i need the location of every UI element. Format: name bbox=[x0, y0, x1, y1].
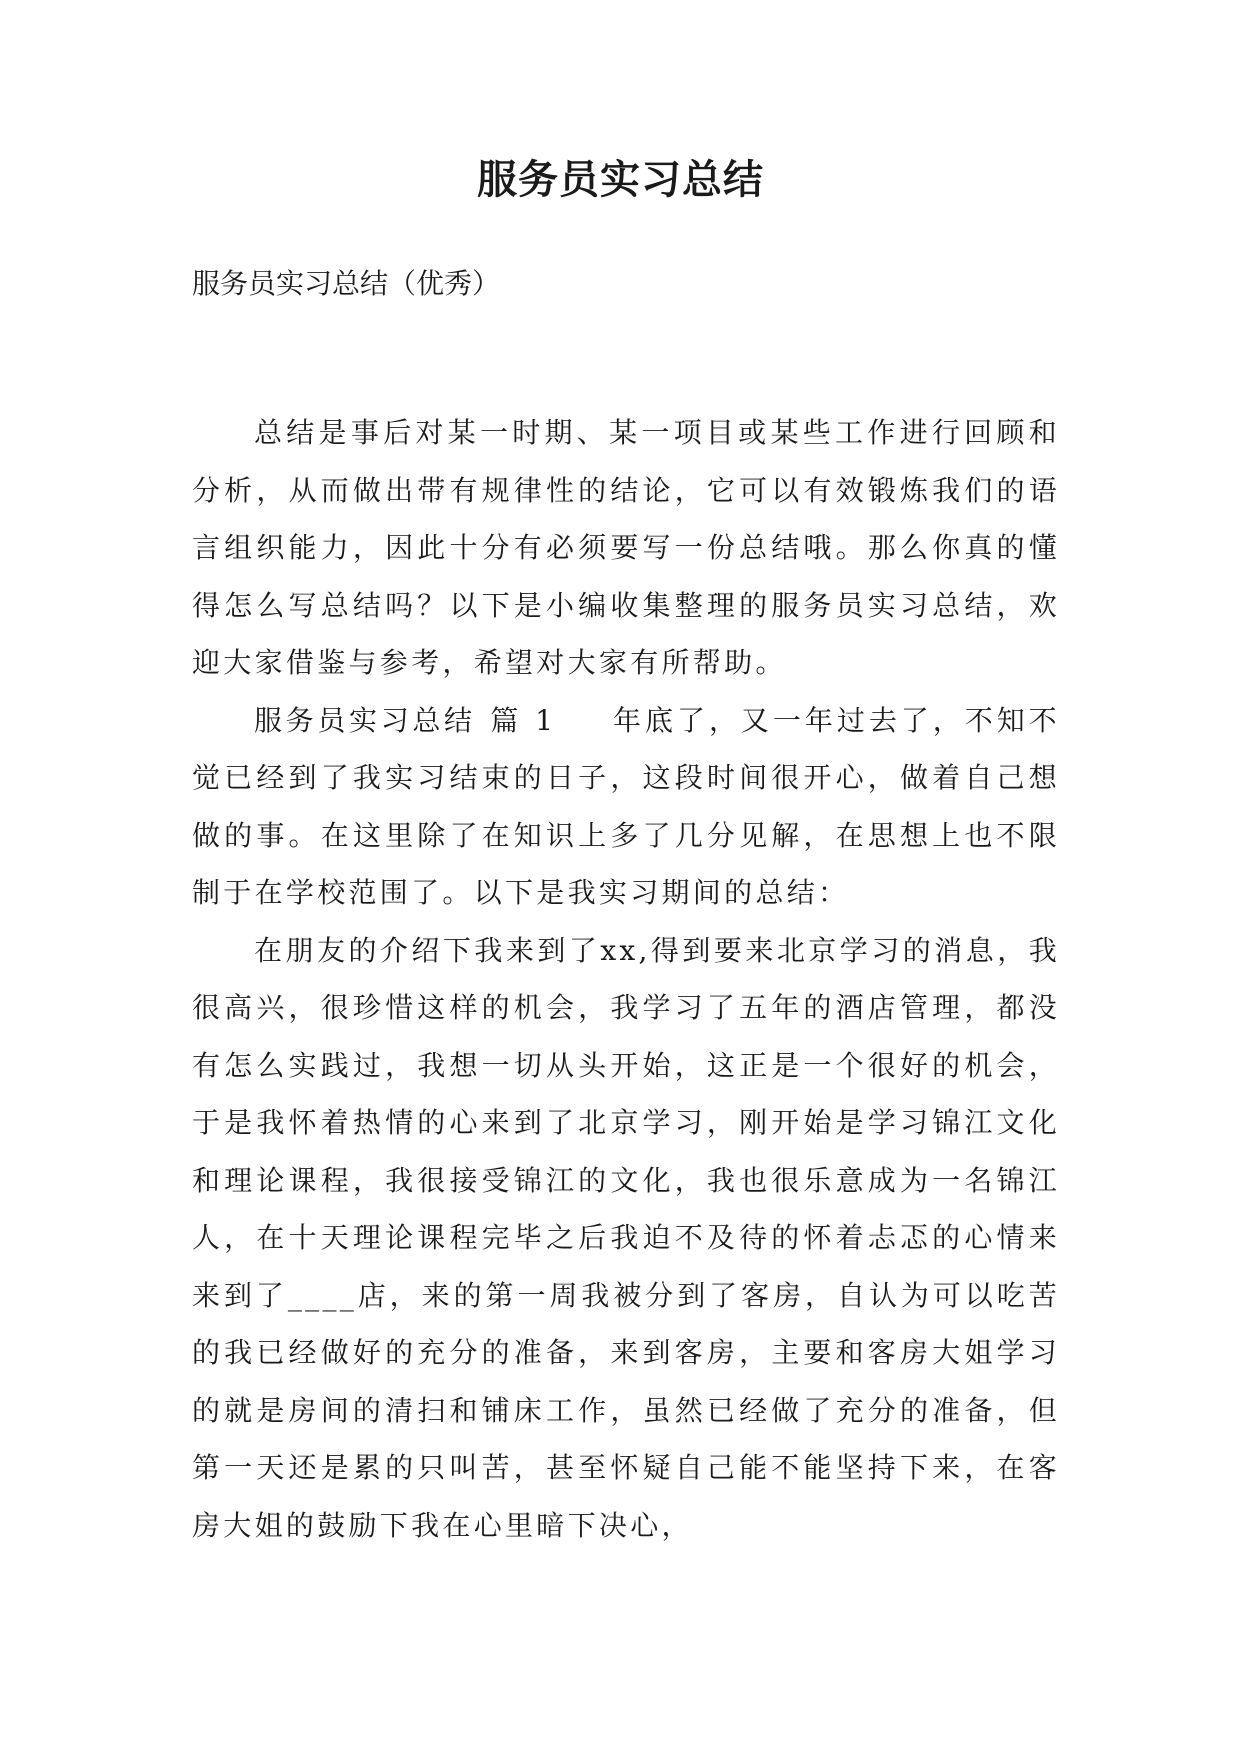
body-paragraph-2: 在朋友的介绍下我来到了xx,得到要来北京学习的消息，我很高兴，很珍惜这样的机会，我学习了五年的酒店管理，都没有怎么实践过，我想一切从头开始，这正是一个很好的机会，于是我怀着热情的心来到了北京学习，刚开始是学习锦江文化和理论课程，我很接受锦江的文化，我也很乐意成为一名锦江人，在十天理论课程完毕之后我迫不及待的怀着忐忑的心情来来到了____店，来的第一周我被分到了客房，自认为可以吃苦的我已经做好的充分的准备，来到客房，主要和客房大姐学习的就是房间的清扫和铺床工作，虽然已经做了充分的准备，但第一天还是累的只叫苦，甚至怀疑自己能不能坚持下来，在客房大姐的鼓励下我在心里暗下决心， bbox=[192, 933, 1060, 1542]
section-1-paragraph bbox=[192, 692, 1060, 922]
section-label: 篇 1 bbox=[489, 703, 557, 737]
document-subtitle: 服务员实习总结（优秀） bbox=[192, 267, 501, 300]
section-1-text: 年底了，又一年过去了，不知不觉已经到了我实习结束的日子，这段时间很开心，做着自己想做的事。在这里除了在知识上多了几分见解，在思想上也不限制于在学校范围了。以下是我实习期间的总结： bbox=[192, 703, 1060, 909]
document-body bbox=[192, 404, 1060, 1554]
page-title: 服务员实习总结 bbox=[477, 157, 764, 203]
intro-paragraph: 总结是事后对某一时期、某一项目或某些工作进行回顾和分析，从而做出带有规律性的结论，它可以有效锻炼我们的语言组织能力，因此十分有必须要写一份总结哦。那么你真的懂得怎么写总结吗？以下是小编收集整理的服务员实习总结，欢迎大家借鉴与参考，希望对大家有所帮助。 bbox=[192, 416, 1060, 679]
section-heading: 服务员实习总结 bbox=[254, 703, 476, 737]
